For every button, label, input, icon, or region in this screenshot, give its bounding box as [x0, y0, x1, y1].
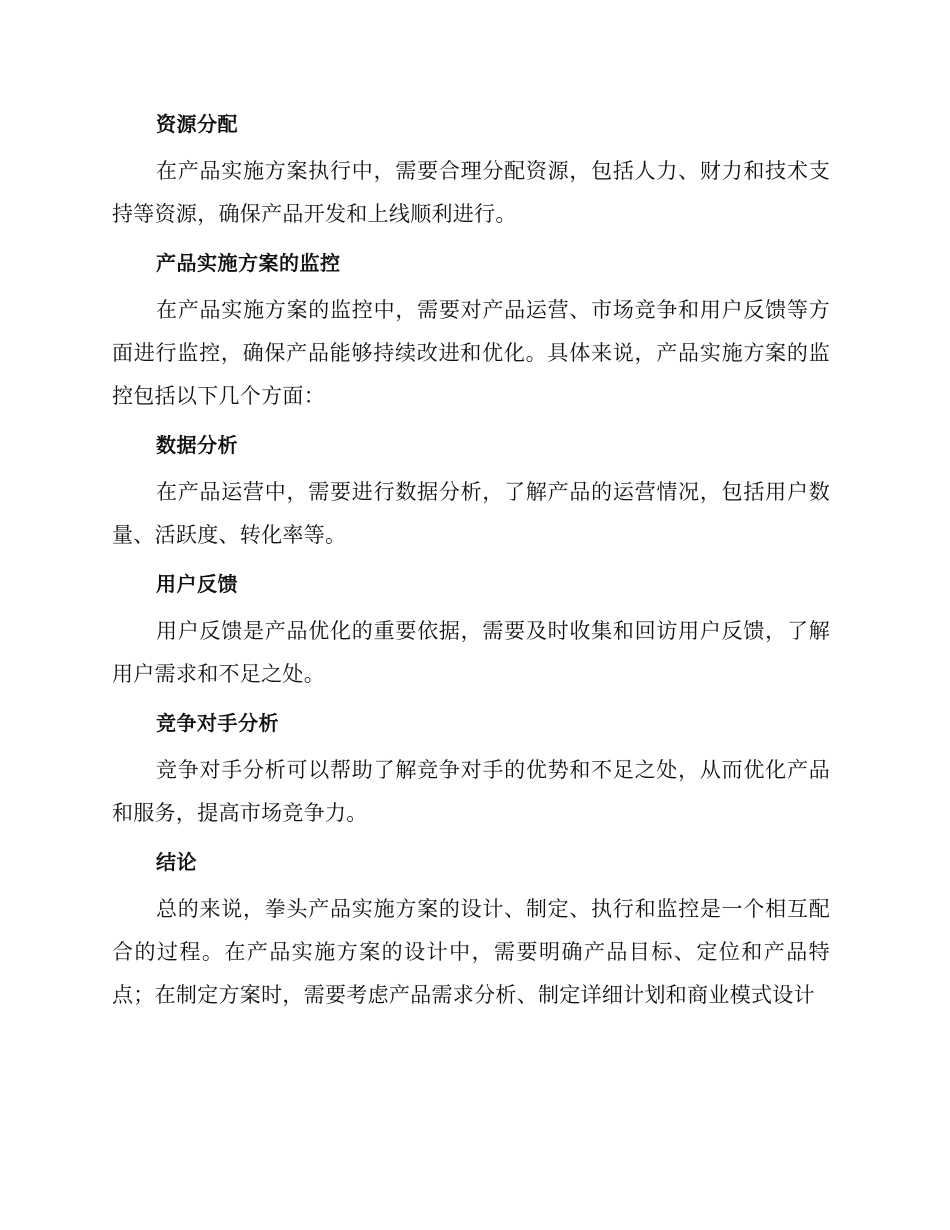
section-paragraph: 在产品实施方案执行中，需要合理分配资源，包括人力、财力和技术支持等资源，确保产品开发和上线顺利进行。	[112, 159, 830, 226]
section-resource-allocation	[112, 103, 830, 236]
section-paragraph: 总的来说，拳头产品实施方案的设计、制定、执行和监控是一个相互配合的过程。在产品实施方案的设计中，需要明确产品目标、定位和产品特点；在制定方案时，需要考虑产品需求分析、制定详细计划和商业模式设计	[112, 897, 830, 1007]
section-heading: 竞争对手分析	[156, 711, 279, 735]
section-paragraph: 在产品实施方案的监控中，需要对产品运营、市场竞争和用户反馈等方面进行监控，确保产品能够持续改进和优化。具体来说，产品实施方案的监控包括以下几个方面：	[112, 298, 830, 408]
document-page	[112, 103, 830, 1023]
section-data-analysis	[112, 424, 830, 557]
section-paragraph: 竞争对手分析可以帮助了解竞争对手的优势和不足之处，从而优化产品和服务，提高市场竞争力。	[112, 758, 830, 825]
section-monitoring	[112, 242, 830, 418]
section-user-feedback	[112, 563, 830, 696]
section-heading: 结论	[156, 850, 197, 874]
section-heading: 数据分析	[156, 433, 238, 457]
section-heading: 产品实施方案的监控	[156, 251, 341, 275]
section-competitor-analysis	[112, 702, 830, 835]
section-heading: 资源分配	[156, 112, 238, 136]
section-paragraph: 在产品运营中，需要进行数据分析，了解产品的运营情况，包括用户数量、活跃度、转化率等。	[112, 480, 830, 547]
section-conclusion	[112, 841, 830, 1017]
section-paragraph: 用户反馈是产品优化的重要依据，需要及时收集和回访用户反馈，了解用户需求和不足之处。	[112, 619, 830, 686]
section-heading: 用户反馈	[156, 572, 238, 596]
